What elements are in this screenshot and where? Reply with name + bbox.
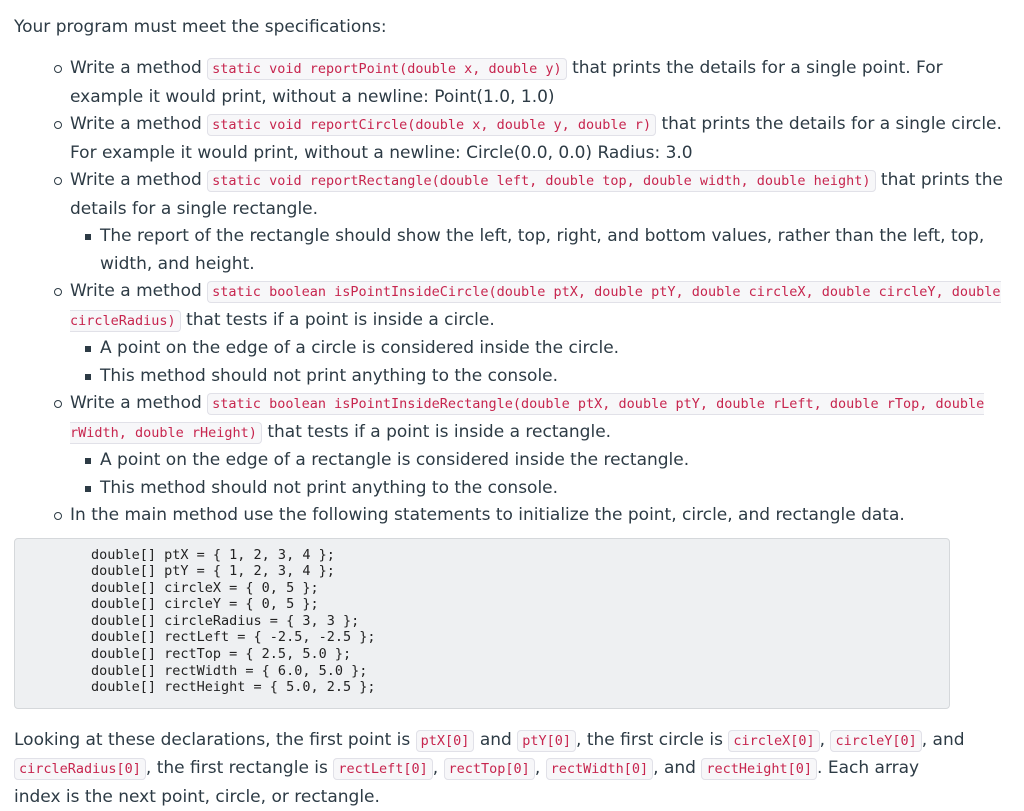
- spec-text: Write a method: [70, 114, 202, 134]
- spec-text: that prints the details for a single circle. For example it would print, without a newline: Circle(0.0, 0.0) Radius: 3.0: [70, 114, 1002, 163]
- sub-item: A point on the edge of a rectangle is considered inside the rectangle.: [100, 447, 1010, 475]
- inline-code: ptY[0]: [517, 730, 576, 752]
- spec-list: [14, 55, 1010, 530]
- sub-list: [70, 335, 1010, 390]
- spec-item-point-in-circle: [70, 278, 1010, 390]
- spec-text: that tests if a point is inside a rectangle.: [267, 422, 611, 442]
- footer-text: , the first rectangle is: [146, 758, 328, 778]
- spec-item-point-in-rectangle: [70, 390, 1010, 502]
- method-signature: static boolean isPointInsideRectangle(double ptX, double ptY, double rLeft, double rTop, double rWidth, double rHeight): [70, 393, 984, 444]
- spec-text: that prints the details for a single rectangle.: [70, 170, 1003, 219]
- inline-code: circleY[0]: [830, 730, 921, 752]
- code-line: double[] rectWidth = { 6.0, 5.0 };: [91, 663, 949, 680]
- spec-text: Write a method: [70, 393, 202, 413]
- sub-item: This method should not print anything to the console.: [100, 475, 1010, 503]
- spec-text: Write a method: [70, 281, 202, 301]
- inline-code: rectTop[0]: [444, 758, 535, 780]
- method-signature: static void reportPoint(double x, double y): [207, 58, 567, 80]
- code-line: double[] rectHeight = { 5.0, 2.5 };: [91, 679, 949, 696]
- code-line: double[] rectLeft = { -2.5, -2.5 };: [91, 629, 949, 646]
- method-signature: static boolean isPointInsideCircle(double ptX, double ptY, double circleX, double circleY, double circleRadius): [70, 281, 1001, 332]
- footer-text: ,: [535, 758, 540, 778]
- intro-text: Your program must meet the specifications:: [14, 14, 1010, 41]
- spec-text: In the main method use the following statements to initialize the point, circle, and rectangle data.: [70, 505, 905, 525]
- sub-item: This method should not print anything to the console.: [100, 363, 1010, 391]
- inline-code: circleRadius[0]: [14, 758, 146, 780]
- footer-text: , and: [653, 758, 696, 778]
- code-line: double[] rectTop = { 2.5, 5.0 };: [91, 646, 949, 663]
- inline-code: circleX[0]: [728, 730, 819, 752]
- method-signature: static void reportCircle(double x, double y, double r): [207, 114, 656, 136]
- footer-text: and: [480, 730, 512, 750]
- sub-list: [70, 447, 1010, 502]
- code-line: double[] circleRadius = { 3, 3 };: [91, 613, 949, 630]
- code-line: double[] circleY = { 0, 5 };: [91, 596, 949, 613]
- inline-code: rectHeight[0]: [701, 758, 817, 780]
- spec-text: that prints the details for a single point. For example it would print, without a newline: Point(1.0, 1.0): [70, 58, 943, 107]
- sub-item: The report of the rectangle should show the left, top, right, and bottom values, rather than the left, top, width, and height.: [100, 223, 1010, 278]
- code-line: double[] ptX = { 1, 2, 3, 4 };: [91, 547, 949, 564]
- sub-list: [70, 223, 1010, 278]
- footer-text: . Each array index is the next point, circle, or rectangle.: [14, 758, 919, 807]
- spec-item-main-method: [70, 502, 1010, 530]
- spec-text: Write a method: [70, 58, 202, 78]
- code-block: [14, 538, 950, 709]
- spec-text: Write a method: [70, 170, 202, 190]
- footer-text: ,: [433, 758, 438, 778]
- inline-code: ptX[0]: [416, 730, 475, 752]
- method-signature: static void reportRectangle(double left, double top, double width, double height): [207, 170, 875, 192]
- code-line: double[] circleX = { 0, 5 };: [91, 580, 949, 597]
- sub-item: A point on the edge of a circle is considered inside the circle.: [100, 335, 1010, 363]
- inline-code: rectWidth[0]: [546, 758, 654, 780]
- footer-paragraph: [14, 727, 970, 811]
- spec-text: that tests if a point is inside a circle.: [186, 310, 495, 330]
- footer-text: , the first circle is: [576, 730, 723, 750]
- code-line: double[] ptY = { 1, 2, 3, 4 };: [91, 563, 949, 580]
- inline-code: rectLeft[0]: [333, 758, 432, 780]
- footer-text: , and: [922, 730, 965, 750]
- footer-text: Looking at these declarations, the first point is: [14, 730, 410, 750]
- footer-text: ,: [820, 730, 825, 750]
- spec-item-report-rectangle: [70, 167, 1010, 278]
- spec-item-report-point: [70, 55, 1010, 111]
- spec-item-report-circle: [70, 111, 1010, 167]
